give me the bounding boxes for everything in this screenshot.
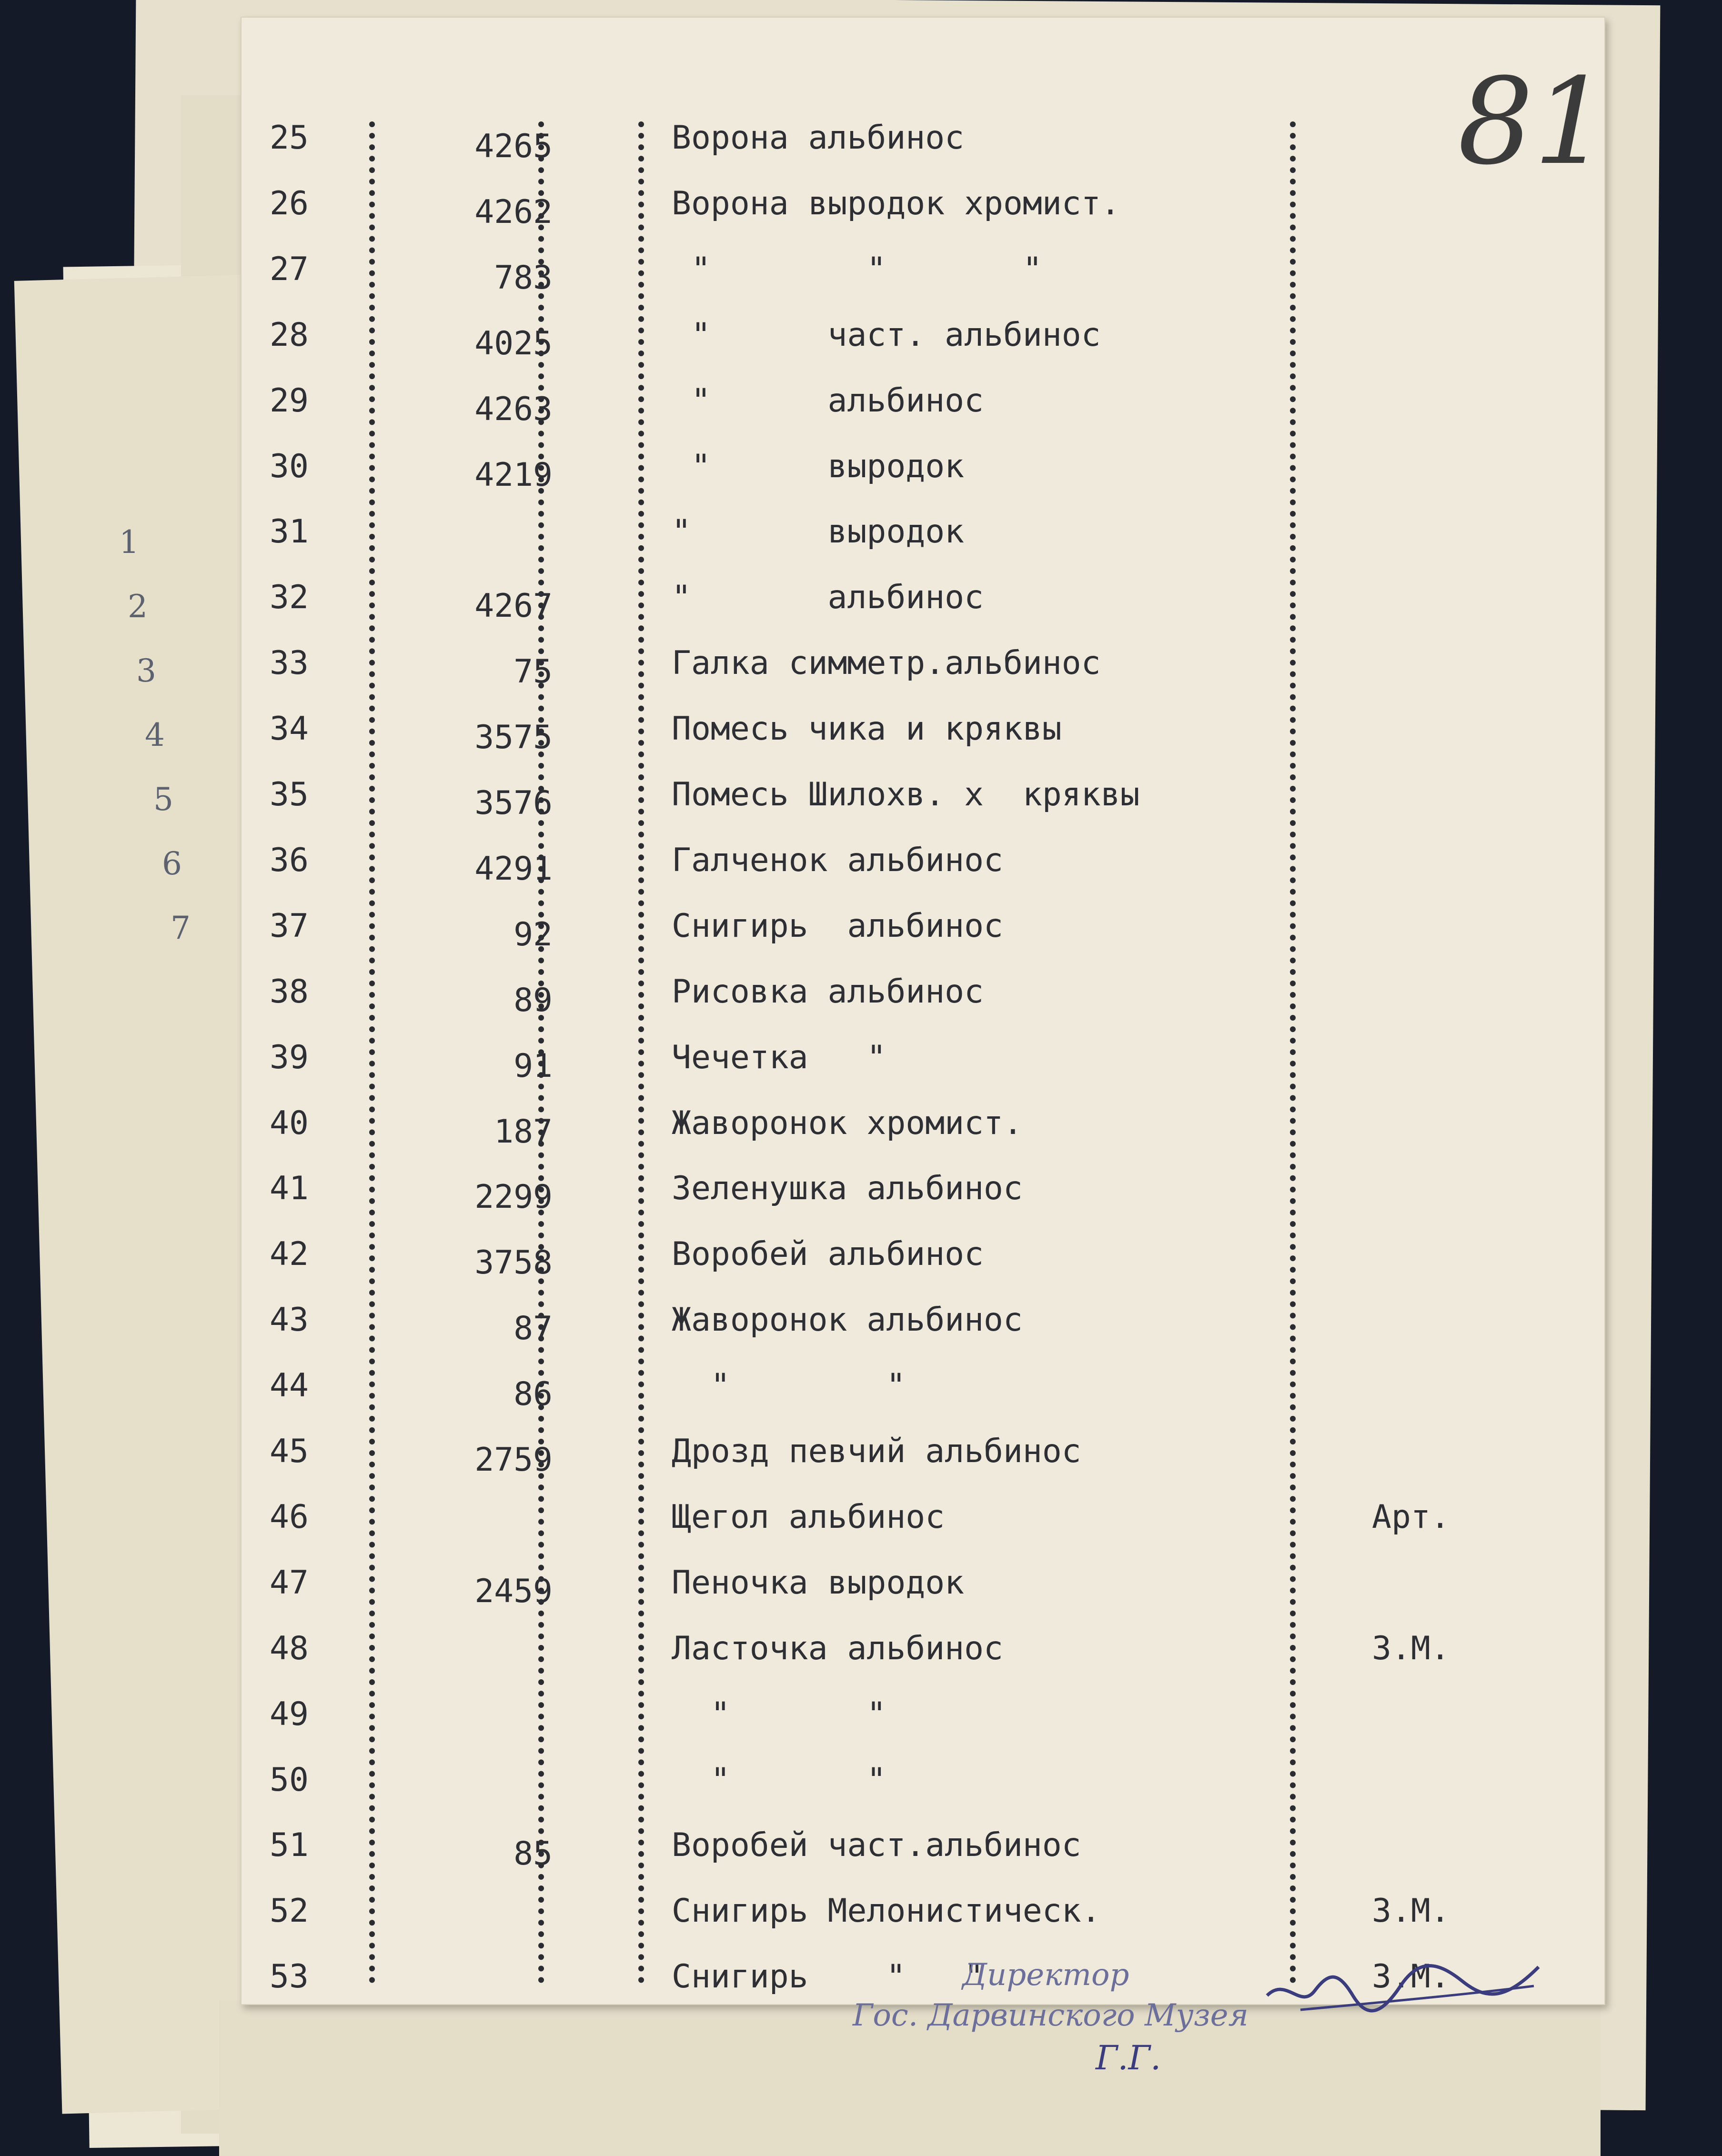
specimen-description: " " — [672, 1367, 906, 1404]
signature-stroke — [1258, 1943, 1543, 2038]
row-number: 41 — [270, 1170, 309, 1207]
specimen-description: Чечетка " — [672, 1039, 886, 1076]
table-row — [0, 1890, 1722, 1942]
specimen-description: " " — [672, 1761, 886, 1799]
row-number: 26 — [270, 185, 309, 222]
underlying-sheet-number: 6 — [162, 845, 182, 882]
row-number: 43 — [270, 1301, 309, 1339]
specimen-description: Ласточка альбинос — [672, 1630, 1003, 1667]
table-row — [0, 248, 1722, 301]
catalog-number: 4291 — [474, 850, 553, 888]
location-note: З.М. — [1372, 1630, 1450, 1667]
specimen-description: Ворона альбинос — [672, 119, 965, 157]
table-row — [0, 1824, 1722, 1876]
row-number: 48 — [270, 1630, 309, 1667]
catalog-number: 4267 — [474, 587, 553, 625]
row-number: 39 — [270, 1039, 309, 1076]
table-row — [0, 1627, 1722, 1680]
specimen-description: Ворона выродок хромист. — [672, 185, 1120, 222]
catalog-number: 4025 — [474, 325, 553, 362]
catalog-number: 75 — [514, 653, 553, 691]
specimen-description: Щегол альбинос — [672, 1498, 945, 1536]
row-number: 49 — [270, 1695, 309, 1733]
table-row — [0, 314, 1722, 366]
row-number: 27 — [270, 251, 309, 288]
row-number: 45 — [270, 1433, 309, 1470]
specimen-description: Снигирь " " — [672, 1958, 984, 1996]
row-number: 52 — [270, 1892, 309, 1930]
row-number: 28 — [270, 316, 309, 354]
row-number: 34 — [270, 710, 309, 748]
specimen-description: Жаворонок хромист. — [672, 1104, 1023, 1142]
stamp-organization: Гос. Дарвинского Музея — [853, 1998, 1249, 2033]
table-row — [0, 380, 1722, 432]
sheet-number: 81 — [1458, 52, 1610, 191]
row-number: 36 — [270, 842, 309, 879]
specimen-description: Галка симметр.альбинос — [672, 644, 1101, 682]
underlying-sheet-number: 7 — [171, 910, 191, 946]
table-row — [0, 445, 1722, 498]
catalog-number: 85 — [514, 1835, 553, 1873]
row-number: 53 — [270, 1958, 309, 1996]
table-row — [0, 182, 1722, 235]
catalog-number: 187 — [494, 1113, 553, 1151]
table-row — [0, 511, 1722, 563]
table-row — [0, 1299, 1722, 1351]
catalog-number: 91 — [514, 1047, 553, 1085]
table-row — [0, 576, 1722, 629]
catalog-number: 4262 — [474, 193, 553, 231]
row-number: 32 — [270, 579, 309, 616]
specimen-description: " " " — [672, 251, 1042, 288]
row-number: 50 — [270, 1761, 309, 1799]
stamp-initials: Г.Г. — [1096, 2038, 1161, 2077]
location-note: Арт. — [1372, 1498, 1450, 1536]
row-number: 44 — [270, 1367, 309, 1404]
catalog-number: 89 — [514, 982, 553, 1019]
row-number: 38 — [270, 973, 309, 1011]
signature — [1258, 1943, 1543, 2049]
row-number: 51 — [270, 1826, 309, 1864]
table-row — [0, 1364, 1722, 1417]
catalog-number: 3758 — [474, 1244, 553, 1282]
table-row — [0, 839, 1722, 892]
table-row — [0, 971, 1722, 1023]
table-row — [0, 1167, 1722, 1220]
row-number: 29 — [270, 382, 309, 420]
specimen-description: Дрозд певчий альбинос — [672, 1433, 1081, 1470]
table-row — [0, 117, 1722, 169]
specimen-description: Зеленушка альбинос — [672, 1170, 1023, 1207]
specimen-description: Помесь Шилохв. х кряквы — [672, 776, 1140, 813]
table-row — [0, 905, 1722, 957]
catalog-number: 783 — [494, 259, 553, 297]
underlying-sheet-number: 5 — [153, 781, 173, 818]
catalog-number: 2459 — [474, 1573, 553, 1610]
specimen-description: Снигирь Мелонистическ. — [672, 1892, 1101, 1930]
table-row — [0, 1496, 1722, 1548]
specimen-description: Помесь чика и кряквы — [672, 710, 1062, 748]
row-number: 35 — [270, 776, 309, 813]
row-number: 37 — [270, 907, 309, 945]
specimen-description: Воробей част.альбинос — [672, 1826, 1081, 1864]
underlying-sheet-number: 2 — [128, 588, 148, 625]
catalog-number: 92 — [514, 916, 553, 953]
underlying-sheet-number: 3 — [136, 652, 156, 689]
specimen-description: " част. альбинос — [672, 316, 1101, 354]
row-number: 25 — [270, 119, 309, 157]
table-row — [0, 708, 1722, 760]
row-number: 30 — [270, 448, 309, 485]
catalog-number: 87 — [514, 1310, 553, 1347]
table-row — [0, 1430, 1722, 1483]
specimen-description: Жаворонок альбинос — [672, 1301, 1023, 1339]
location-note: З.М. — [1372, 1958, 1450, 1996]
row-number: 40 — [270, 1104, 309, 1142]
specimen-description: " альбинос — [672, 579, 984, 616]
table-row — [0, 773, 1722, 826]
specimen-description: Пеночка выродок — [672, 1564, 965, 1602]
catalog-number: 3576 — [474, 784, 553, 822]
table-row — [0, 1693, 1722, 1745]
underlying-sheet-number: 1 — [119, 524, 139, 561]
catalog-number: 4265 — [474, 128, 553, 165]
catalog-number: 4263 — [474, 391, 553, 428]
specimen-description: " выродок — [672, 513, 965, 551]
table-row — [0, 1036, 1722, 1089]
underlying-sheet-number: 4 — [145, 717, 165, 753]
table-row — [0, 1102, 1722, 1154]
specimen-description: " выродок — [672, 448, 965, 485]
specimen-description: " " — [672, 1695, 886, 1733]
row-number: 31 — [270, 513, 309, 551]
row-number: 33 — [270, 644, 309, 682]
catalog-number: 4219 — [474, 456, 553, 494]
specimen-description: Воробей альбинос — [672, 1235, 984, 1273]
catalog-number: 3575 — [474, 719, 553, 756]
specimen-description: " альбинос — [672, 382, 984, 420]
stamp-title: Директор — [962, 1957, 1129, 1993]
table-row — [0, 1759, 1722, 1811]
specimen-description: Снигирь альбинос — [672, 907, 1003, 945]
specimen-description: Рисовка альбинос — [672, 973, 984, 1011]
table-row — [0, 1562, 1722, 1614]
specimen-description: Галченок альбинос — [672, 842, 1003, 879]
catalog-number: 2759 — [474, 1441, 553, 1479]
catalog-number: 2299 — [474, 1178, 553, 1216]
table-row — [0, 642, 1722, 694]
location-note: З.М. — [1372, 1892, 1450, 1930]
row-number: 42 — [270, 1235, 309, 1273]
row-number: 47 — [270, 1564, 309, 1602]
catalog-number: 86 — [514, 1375, 553, 1413]
table-row — [0, 1233, 1722, 1285]
row-number: 46 — [270, 1498, 309, 1536]
